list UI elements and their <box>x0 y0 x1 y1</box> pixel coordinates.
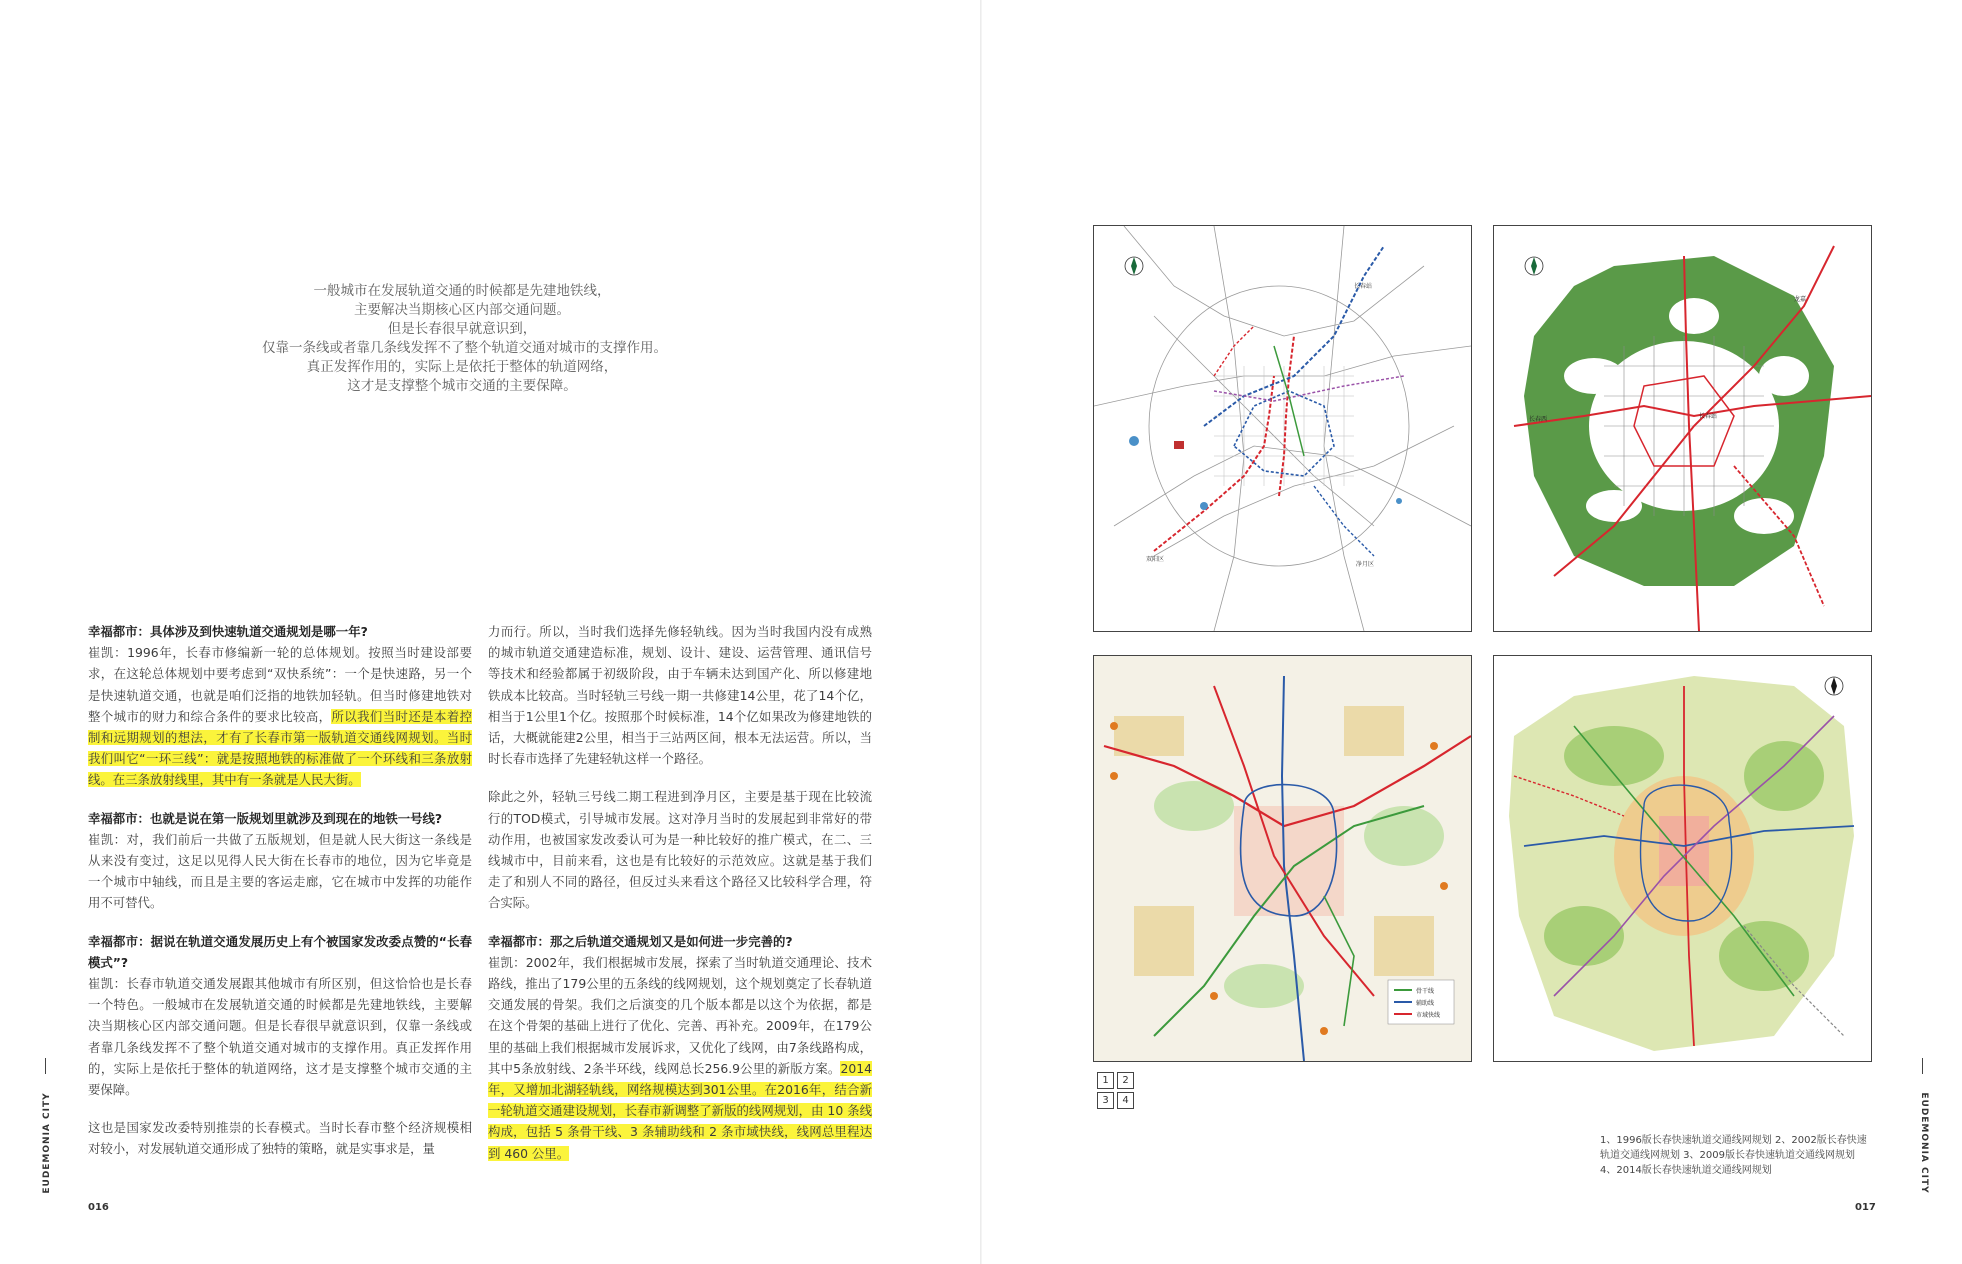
caption-line: 4、2014版长春快速轨道交通线网规划 <box>1600 1165 1772 1176</box>
legend-label: 辅助线 <box>1416 1000 1435 1007</box>
pull-quote-line: 真正发挥作用的，实际上是依托于整体的轨道网络， <box>306 359 618 375</box>
interview-question: 幸福都市：具体涉及到快速轨道交通规划是哪一年? <box>88 624 368 639</box>
pull-quote-line: 主要解决当期核心区内部交通问题。 <box>354 302 570 318</box>
interview-answer: 崔凯：1996年，长春市修编新一轮的总体规划。按照当时建设部要求，在这轮总体规划中要考虑到“双快系统”：一个是快速路，另一个是快速轨道交通，也就是咱们泛指的地铁加轻轨。但当时修建地铁对整个城市的财力和综合条件的要求比较高， <box>88 645 472 724</box>
interview-block <box>88 621 472 791</box>
figure-caption <box>1600 1133 1875 1178</box>
interview-question: 幸福都市：那之后轨道交通规划又是如何进一步完善的? <box>488 933 793 949</box>
interview-answer: 崔凯：长春市轨道交通发展跟其他城市有所区别，但这恰恰也是长春一个特色。一般城市在发展轨道交通的时候都是先建地铁线，主要解决当期核心区内部交通问题。但是长春很早就意识到，仅靠一条线或者靠几条线发挥不了整个轨道交通对城市的支撑作用。真正发挥作用的，实际上是依托于整体的轨道网络，这才是支撑整个城市交通的主要保障。 <box>88 976 472 1098</box>
text-column-1 <box>88 621 472 1177</box>
interview-answer: 这也是国家发改委特别推崇的长春模式。当时长春市整个经济规模相对较小，对发展轨道交通形成了独特的策略，就是实事求是，量 <box>88 1120 472 1157</box>
interview-answer: 崔凯：对，我们前后一共做了五版规划，但是就人民大街这一条线是从来没有变过，这足以见得人民大街在长春市的地位，因为它毕竟是一个城市中轴线，而且是主要的客运走廊，它在城市中发挥的功能作用不可替代。 <box>88 831 472 911</box>
interview-block <box>88 808 472 914</box>
caption-line: 轨道交通线网规划 3、2009版长春快速轨道交通线网规划 <box>1600 1150 1855 1161</box>
interview-block <box>88 1117 472 1159</box>
legend-label: 市域快线 <box>1416 1012 1441 1019</box>
map-label: 长春站 <box>1354 283 1373 290</box>
brand-text: EUDEMONIA CITY <box>42 1092 52 1194</box>
pull-quote-line: 这才是支撑整个城市交通的主要保障。 <box>347 378 577 394</box>
map-label: 净月区 <box>1356 561 1375 568</box>
interview-block <box>488 931 872 1164</box>
interview-question: 幸福都市：据说在轨道交通发展历史上有个被国家发改委点赞的“长春模式”? <box>88 933 472 970</box>
interview-answer: 除此之外，轻轨三号线二期工程进到净月区，主要是基于现在比较流行的TOD模式，引导城市发展。这对净月当时的发展起到非常好的带动作用，也被国家发改委认可为是一种比较好的推广模式，在二、三线城市中，目前来看，这也是有比较好的示范效应。这就是基于我们走了和别人不同的路径，但反过头来看这个路径又比较科学合理，符合实际。 <box>488 789 872 911</box>
highlighted-text: 2014年，又增加北湖轻轨线，网络规模达到301公里。在2016年，结合新一轮轨道交通建设规划，长春市新调整了新版的线网规划，由 10 条线构成，包括 5 条骨干线、3 条辅助线和 2 条市域快线，线网总里程达到 460 公里。 <box>488 1060 872 1161</box>
interview-answer: 崔凯：2002年，我们根据城市发展，探索了当时轨道交通理论、技术路线，推出了179公里的五条线的线网规划，这个规划奠定了长春轨道交通发展的骨架。我们之后演变的几个版本都是以这个为依据，都是在这个骨架的基础上进行了优化、完善、再补充。2009年，在179公里的基础上我们根据城市发展诉求，又优化了线网，由7条线路构成，其中5条放射线、2条半环线，线网总长256.9公里的新版方案。 <box>488 954 872 1076</box>
interview-answer: 力而行。所以，当时我们选择先修轻轨线。因为当时我国内没有成熟的城市轨道交通建造标准，规划、设计、建设、运营管理、通讯信号等技术和经验都属于初级阶段，由于车辆未达到国产化、所以修建地铁成本比较高。当时轻轨三号线一期一共修建14公里，花了14个亿，相当于1公里1个亿。按照那个时候标准，14个亿如果改为修建地铁的话，大概就能建2公里，相当于三站两区间，根本无法运营。所以，当时长春市选择了先建轻轨这样一个路径。 <box>488 624 872 767</box>
page-spine <box>980 0 982 1264</box>
map-2014-network <box>1493 655 1872 1062</box>
map-label: 长春西 <box>1529 416 1548 423</box>
interview-block <box>488 621 872 769</box>
caption-line: 1、1996版长春快速轨道交通线网规划 2、2002版长春快速 <box>1600 1135 1867 1146</box>
right-sidebar <box>1917 1058 1931 1198</box>
interview-block <box>88 931 472 1101</box>
interview-question: 幸福都市：也就是说在第一版规划里就涉及到现在的地铁一号线? <box>88 810 443 826</box>
map-label: 长春站 <box>1699 413 1718 420</box>
figure-key-3: 3 <box>1097 1092 1114 1109</box>
map-2009-network <box>1093 655 1472 1062</box>
map-2002-network <box>1493 225 1872 632</box>
page-number-right: 017 <box>1855 1202 1876 1213</box>
left-sidebar <box>40 1058 54 1198</box>
sidebar-rule <box>1922 1058 1923 1074</box>
pull-quote <box>262 282 667 396</box>
map-label: 龙嘉 <box>1794 296 1807 303</box>
highlighted-text: 所以我们当时还是本着控制和远期规划的想法，才有了长春市第一版轨道交通线网规划。当时我们叫它“一环三线”：就是按照地铁的标准做了一个环线和三条放射线。在三条放射线里，其中有一条就是人民大街。 <box>88 708 473 788</box>
pull-quote-line: 仅靠一条线或者靠几条线发挥不了整个轨道交通对城市的支撑作用。 <box>262 340 667 356</box>
interview-block <box>488 786 872 913</box>
text-column-2 <box>488 621 872 1181</box>
page-number-left: 016 <box>88 1202 109 1213</box>
sidebar-rule <box>45 1058 46 1074</box>
map-label: 双阳区 <box>1146 556 1165 563</box>
legend-label: 骨干线 <box>1416 988 1435 995</box>
pull-quote-line: 但是长春很早就意识到， <box>387 321 537 337</box>
pull-quote-line: 一般城市在发展轨道交通的时候都是先建地铁线， <box>313 283 611 299</box>
figure-key-1: 1 <box>1097 1072 1114 1089</box>
brand-text: EUDEMONIA CITY <box>1919 1092 1929 1194</box>
map-1996-network <box>1093 225 1472 632</box>
figure-key-2: 2 <box>1117 1072 1134 1089</box>
figure-key-4: 4 <box>1117 1092 1134 1109</box>
